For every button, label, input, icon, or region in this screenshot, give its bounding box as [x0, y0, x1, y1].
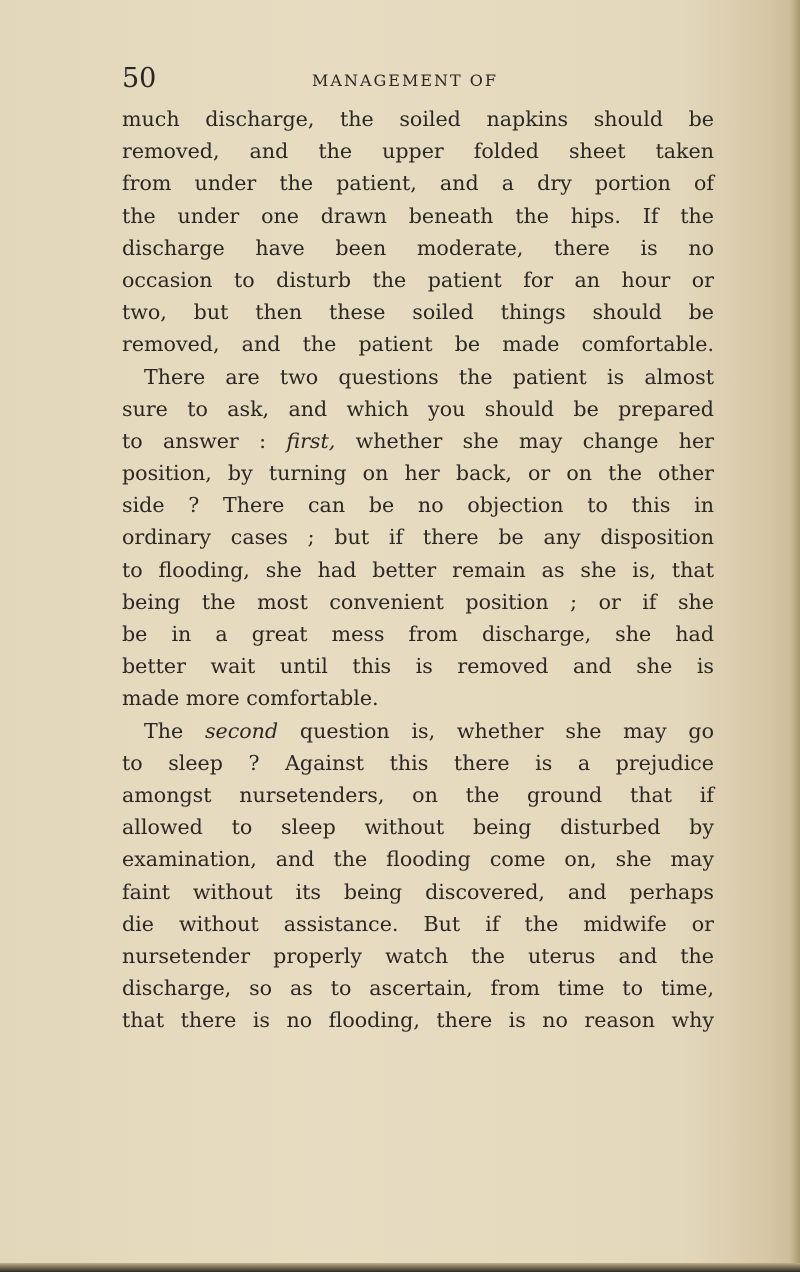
text-line: better wait until this is removed and she is: [122, 654, 714, 679]
text-line: sure to ask, and which you should be prepared: [122, 396, 714, 421]
text-run: question is, whether she may go: [299, 718, 714, 743]
text-run: whether she may change her: [355, 428, 715, 453]
text-line: There are two questions the patient is almost: [144, 364, 714, 389]
text-line: position, by turning on her back, or on the other: [122, 461, 714, 486]
text-line: be in a great mess from discharge, she had: [122, 622, 714, 646]
page-header: [122, 62, 682, 96]
text-line: removed, and the upper folded sheet taken: [122, 139, 714, 164]
text-line: side ? There can be no objection to this in: [122, 493, 714, 518]
text-line: from under the patient, and a dry portion of: [122, 171, 714, 196]
text-line: die without assistance. But if the midwife or: [122, 911, 714, 936]
emphasis-first: first,: [286, 428, 336, 453]
text-line: two, but then these soiled things should be: [122, 300, 714, 325]
page-edge-shadow: [790, 0, 800, 1272]
emphasis-second: second: [204, 718, 279, 743]
text-line: the under one drawn beneath the hips. If the: [122, 203, 714, 228]
text-line-with-emphasis: [122, 715, 714, 747]
running-head: MANAGEMENT OF: [312, 71, 498, 90]
text-line-with-emphasis: [122, 425, 714, 457]
page-bottom-edge: [0, 1263, 800, 1272]
text-line: amongst nursetenders, on the ground that if: [122, 782, 714, 807]
text-run: The: [144, 718, 184, 743]
text-line: discharge have been moderate, there is no: [122, 235, 714, 260]
text-line: much discharge, the soiled napkins should be: [122, 107, 714, 131]
body-text: [122, 103, 714, 1036]
text-line: made more comfortable.: [122, 686, 379, 711]
page-number: 50: [122, 63, 157, 94]
text-line: removed, and the patient be made comfortable.: [122, 332, 714, 357]
text-line: examination, and the flooding come on, she may: [122, 847, 714, 872]
text-run: to answer :: [122, 428, 267, 453]
text-line: to sleep ? Against this there is a prejudice: [122, 750, 714, 775]
text-line: ordinary cases ; but if there be any disposition: [122, 525, 714, 550]
text-line: nursetender properly watch the uterus and the: [122, 943, 714, 968]
text-line: occasion to disturb the patient for an hour or: [122, 267, 714, 292]
text-line: to flooding, she had better remain as she is, that: [122, 557, 714, 582]
text-line: faint without its being discovered, and perhaps: [122, 879, 714, 904]
text-line: discharge, so as to ascertain, from time to time,: [122, 976, 714, 1001]
text-line: allowed to sleep without being disturbed by: [122, 815, 714, 840]
text-line: being the most convenient position ; or if she: [122, 589, 714, 614]
text-line: that there is no flooding, there is no reason why: [122, 1008, 714, 1033]
